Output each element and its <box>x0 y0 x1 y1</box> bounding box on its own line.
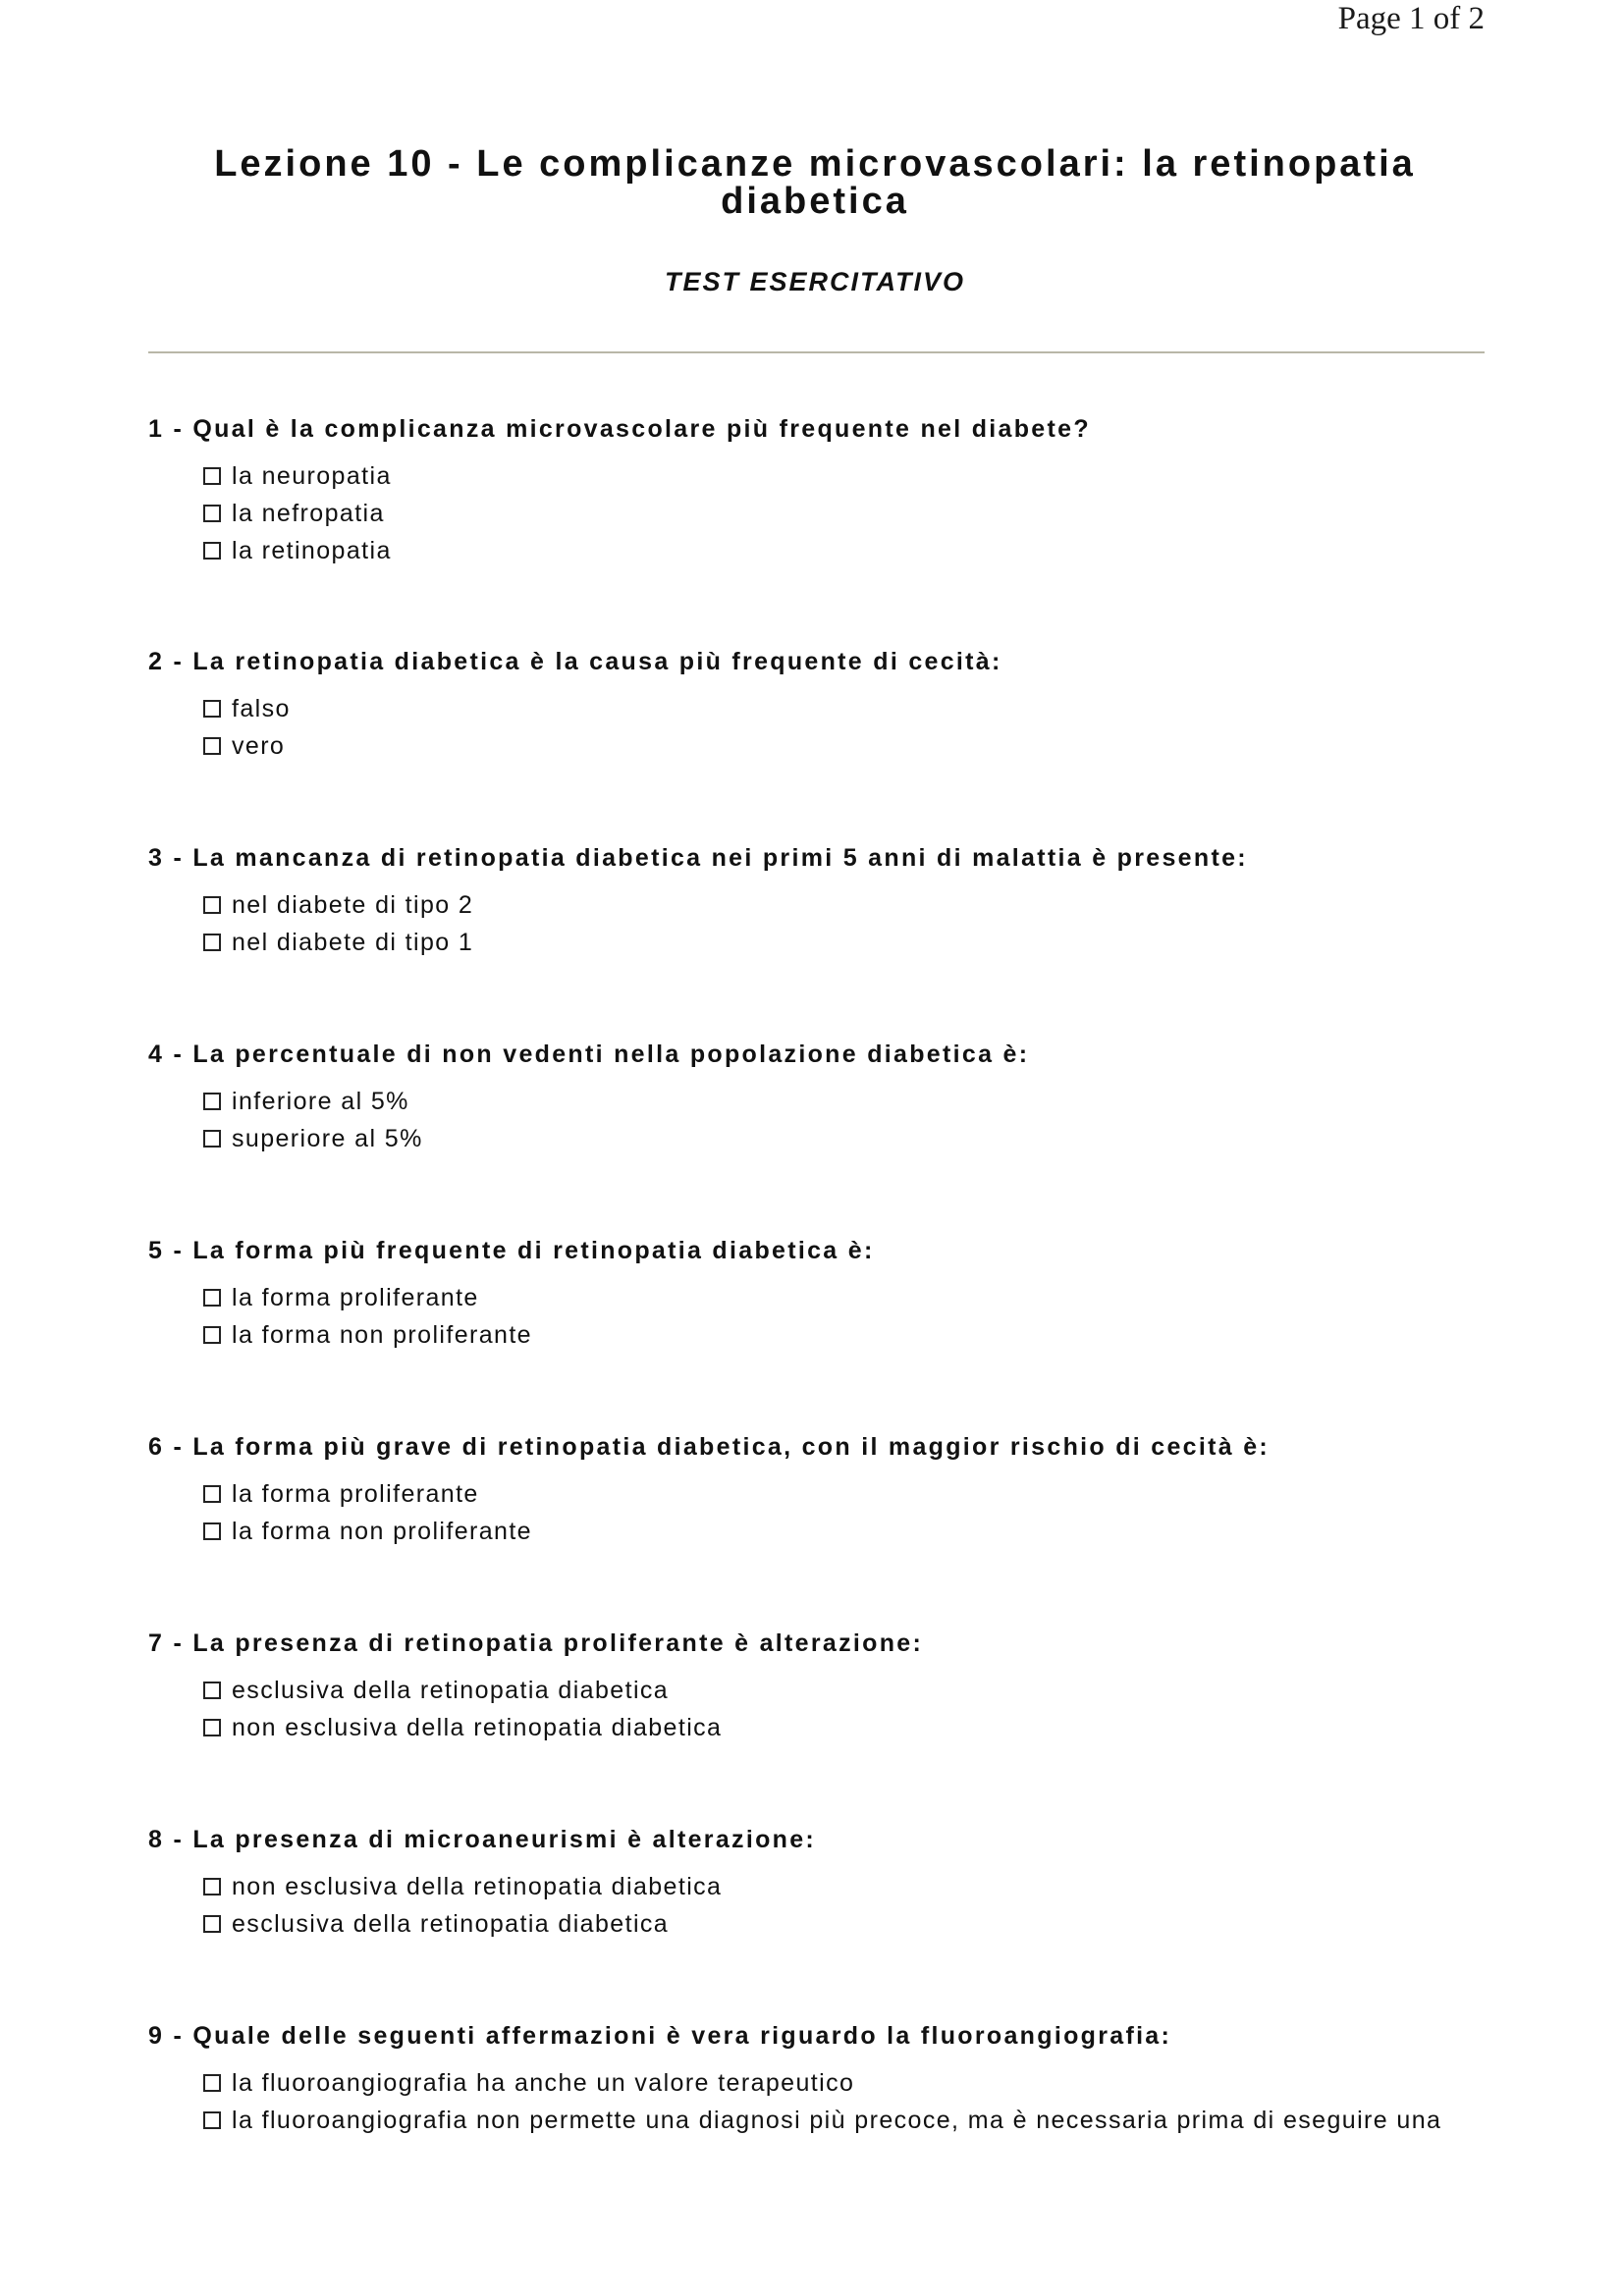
answer-options <box>203 690 1523 765</box>
question-text: 1 - Qual è la complicanza microvascolare più frequente nel diabete? <box>148 415 1091 443</box>
option-label: la forma proliferante <box>232 1284 479 1311</box>
answer-option[interactable] <box>203 1709 1523 1746</box>
option-label: nel diabete di tipo 2 <box>232 891 474 919</box>
question-text: 6 - La forma più grave di retinopatia diabetica, con il maggior rischio di cecità è: <box>148 1433 1271 1461</box>
checkbox-icon[interactable] <box>203 737 221 755</box>
question-3 <box>148 839 1523 1036</box>
answer-option[interactable] <box>203 1475 1523 1513</box>
checkbox-icon[interactable] <box>203 934 221 951</box>
option-label: superiore al 5% <box>232 1125 423 1152</box>
question-7 <box>148 1625 1523 1821</box>
option-label: la fluoroangiografia ha anche un valore terapeutico <box>232 2069 855 2097</box>
option-label: la retinopatia <box>232 537 392 564</box>
answer-options <box>203 1083 1523 1157</box>
option-label: la forma proliferante <box>232 1480 479 1508</box>
checkbox-icon[interactable] <box>203 1682 221 1699</box>
answer-option[interactable] <box>203 924 1523 961</box>
checkbox-icon[interactable] <box>203 1130 221 1148</box>
option-label: falso <box>232 695 291 722</box>
answer-option[interactable] <box>203 1905 1523 1943</box>
question-text: 3 - La mancanza di retinopatia diabetica nei primi 5 anni di malattia è presente: <box>148 844 1248 872</box>
question-1 <box>148 410 1523 643</box>
answer-option[interactable] <box>203 1868 1523 1905</box>
answer-option[interactable] <box>203 1316 1523 1354</box>
title-line-2: diabetica <box>721 181 909 222</box>
answer-options <box>203 1868 1523 1943</box>
option-label: esclusiva della retinopatia diabetica <box>232 1677 670 1704</box>
option-label: vero <box>232 732 286 760</box>
test-subtitle: TEST ESERCITATIVO <box>664 267 966 296</box>
answer-option[interactable] <box>203 457 1523 495</box>
option-label: la nefropatia <box>232 500 385 527</box>
question-text: 7 - La presenza di retinopatia proliferante è alterazione: <box>148 1629 924 1657</box>
question-list <box>148 410 1523 2214</box>
answer-option[interactable] <box>203 495 1523 532</box>
checkbox-icon[interactable] <box>203 542 221 560</box>
checkbox-icon[interactable] <box>203 467 221 485</box>
answer-option[interactable] <box>203 1120 1523 1157</box>
answer-options <box>203 457 1523 569</box>
checkbox-icon[interactable] <box>203 896 221 914</box>
checkbox-icon[interactable] <box>203 1522 221 1540</box>
answer-option[interactable] <box>203 2064 1523 2102</box>
question-text: 9 - Quale delle seguenti affermazioni è vera riguardo la fluoroangiografia: <box>148 2022 1172 2050</box>
answer-option[interactable] <box>203 727 1523 765</box>
question-8 <box>148 1821 1523 2017</box>
option-label: non esclusiva della retinopatia diabetica <box>232 1873 723 1900</box>
question-2 <box>148 643 1523 839</box>
answer-options <box>203 2064 1523 2139</box>
answer-options <box>203 1672 1523 1746</box>
answer-options <box>203 1279 1523 1354</box>
option-label: non esclusiva della retinopatia diabetica <box>232 1714 723 1741</box>
answer-option[interactable] <box>203 1083 1523 1120</box>
title-line-1: Lezione 10 - Le complicanze microvascolari: la retinopatia <box>214 143 1416 185</box>
checkbox-icon[interactable] <box>203 700 221 718</box>
checkbox-icon[interactable] <box>203 1485 221 1503</box>
page-number: Page 1 of 2 <box>1337 1 1485 36</box>
answer-option[interactable] <box>203 2102 1523 2139</box>
question-4 <box>148 1036 1523 1232</box>
checkbox-icon[interactable] <box>203 1915 221 1933</box>
page-title <box>147 145 1483 220</box>
answer-option[interactable] <box>203 532 1523 569</box>
option-label: la neuropatia <box>232 462 392 490</box>
option-label: la forma non proliferante <box>232 1518 532 1545</box>
question-5 <box>148 1232 1523 1428</box>
option-label: nel diabete di tipo 1 <box>232 929 474 956</box>
checkbox-icon[interactable] <box>203 2074 221 2092</box>
answer-option[interactable] <box>203 1279 1523 1316</box>
answer-option[interactable] <box>203 1513 1523 1550</box>
option-label: la fluoroangiografia non permette una diagnosi più precoce, ma è necessaria prima di eseguire una <box>232 2107 1442 2134</box>
checkbox-icon[interactable] <box>203 505 221 522</box>
checkbox-icon[interactable] <box>203 2111 221 2129</box>
question-text: 2 - La retinopatia diabetica è la causa più frequente di cecità: <box>148 648 1002 675</box>
question-text: 8 - La presenza di microaneurismi è alterazione: <box>148 1826 817 1853</box>
answer-option[interactable] <box>203 1672 1523 1709</box>
option-label: esclusiva della retinopatia diabetica <box>232 1910 670 1938</box>
question-6 <box>148 1428 1523 1625</box>
question-text: 4 - La percentuale di non vedenti nella popolazione diabetica è: <box>148 1041 1030 1068</box>
checkbox-icon[interactable] <box>203 1326 221 1344</box>
option-label: inferiore al 5% <box>232 1088 409 1115</box>
question-9 <box>148 2017 1523 2214</box>
header-divider <box>148 351 1485 353</box>
answer-option[interactable] <box>203 690 1523 727</box>
answer-option[interactable] <box>203 886 1523 924</box>
answer-options <box>203 1475 1523 1550</box>
answer-options <box>203 886 1523 961</box>
checkbox-icon[interactable] <box>203 1878 221 1896</box>
checkbox-icon[interactable] <box>203 1093 221 1110</box>
checkbox-icon[interactable] <box>203 1719 221 1736</box>
option-label: la forma non proliferante <box>232 1321 532 1349</box>
checkbox-icon[interactable] <box>203 1289 221 1307</box>
question-text: 5 - La forma più frequente di retinopatia diabetica è: <box>148 1237 875 1264</box>
